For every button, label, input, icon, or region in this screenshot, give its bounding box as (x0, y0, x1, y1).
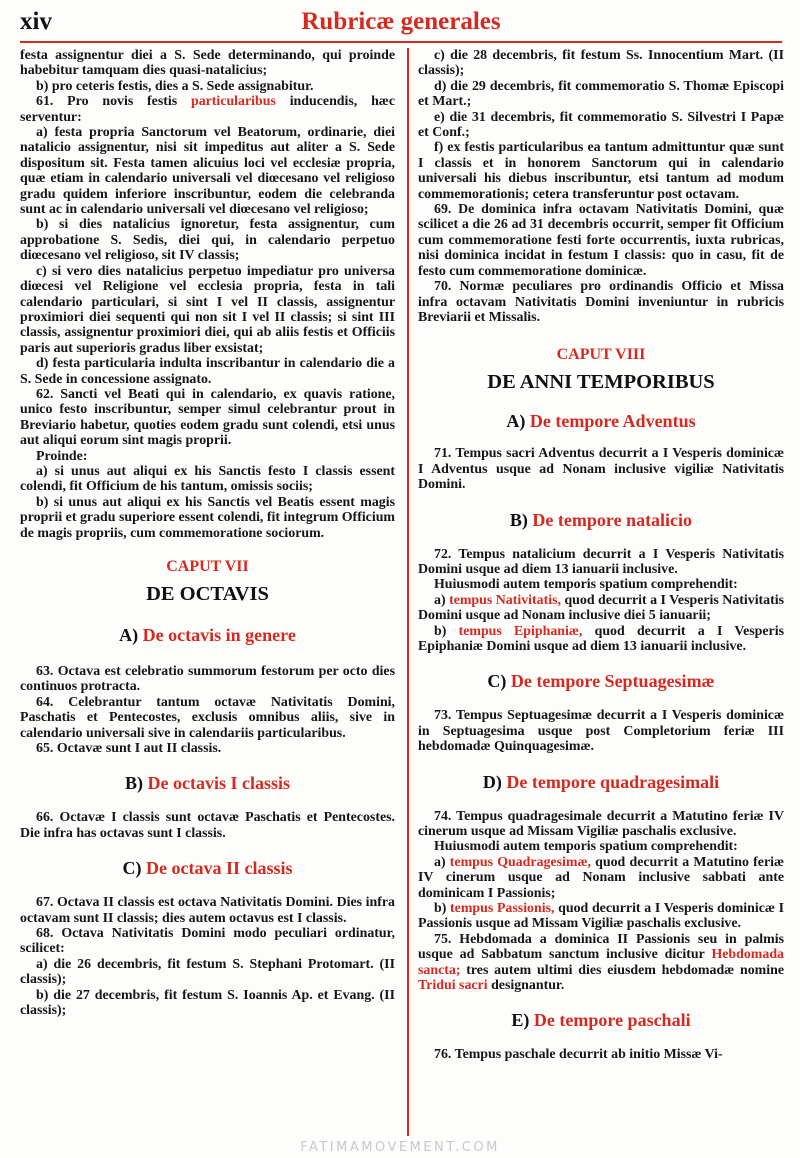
paragraph: a) die 26 decembris, fit festum S. Stephani Protomart. (II classis); (20, 956, 395, 988)
paragraph: e) die 31 decembris, fit commemoratio S. Silvestri I Papæ et Conf.; (418, 109, 784, 141)
page-header (20, 6, 782, 40)
paragraph: f) ex festis particularibus ea tantum admittuntur quæ sunt I classis et in honorem Sanctorum qui in calendario universali his diebus inscribuntur, etsi tantum ad modum commemorationis; cetera transferuntur post octavam. (418, 140, 784, 202)
paragraph: b) pro ceteris festis, dies a S. Sede assignabitur. (36, 78, 314, 94)
rubric-74: 74. Tempus quadragesimale decurrit a Matutino feriæ IV cinerum usque ad Missam Vigiliæ paschalis exclusive. (418, 808, 784, 839)
paragraph: Huiusmodi autem temporis spatium comprehendit: (434, 839, 738, 855)
chapter-title: DE OCTAVIS (146, 583, 269, 605)
header-rule (20, 41, 782, 43)
right-column (418, 48, 784, 1063)
paragraph: Huiusmodi autem temporis spatium comprehendit: (434, 577, 738, 593)
highlight: Tridui sacri (418, 978, 488, 994)
chapter-label: CAPUT VIII (556, 346, 646, 364)
rubric-76: 76. Tempus paschale decurrit ab initio Missæ Vi- (434, 1047, 723, 1063)
rubric-68: 68. Octava Nativitatis Domini modo peculiari ordinatur, scilicet: (20, 926, 395, 957)
rubric-67: 67. Octava II classis est octava Nativitatis Domini. Dies infra octavam sunt II classis; dies autem octavus est I classis. (20, 895, 395, 926)
rubric-62: 62. Sancti vel Beati qui in calendario, ex quavis ratione, unico festo inscribuntur, semper simul celebrantur prout in Breviario habetur, quoties eodem gradu sunt colendi, etsi unus aut aliqui eorum sint magis proprii. (20, 386, 395, 449)
highlight: tempus Epiphaniæ, (458, 623, 583, 639)
paragraph: b) si unus aut aliqui ex his Sanctis vel Beatis essent magis proprii et gradu superiore essent colendi, fit integrum Officium de magis propriis, cum commemoratione sociorum. (20, 494, 395, 541)
section-heading: A) De tempore Adventus (506, 411, 696, 432)
rubric-64: 64. Celebrantur tantum octavæ Nativitatis Domini, Paschatis et Pentecostes, exclusis omnibus aliis, sive in calendario universali sive in calendariis particularibus. (20, 694, 395, 741)
paragraph: Proinde: (36, 448, 88, 464)
rubric-63: 63. Octava est celebratio summorum festorum per octo dies continuos protracta. (20, 664, 395, 695)
rubric-73: 73. Tempus Septuagesimæ decurrit a I Vesperis dominicæ in Septuagesima usque post Completorium feriæ III hebdomadæ Quinquagesimæ. (418, 708, 784, 755)
paragraph: d) die 29 decembris, fit commemoratio S. Thomæ Episcopi et Mart.; (418, 78, 784, 110)
highlight: tempus Nativitatis, (449, 592, 561, 608)
highlight: particularibus (190, 94, 276, 110)
paragraph: b) die 27 decembris, fit festum S. Ioannis Ap. et Evang. (II classis); (20, 987, 395, 1019)
paragraph: b) si dies natalicius ignoretur, festa assignentur, cum approbatione S. Sedis, diei qui, in calendario perpetuo diœcesano vel religioso, sit IV classis; (20, 217, 395, 264)
paragraph: a) tempus Nativitatis, quod decurrit a I Vesperis Nativitatis Domini usque ad Nonam inclusive diei 5 ianuarii; (418, 592, 785, 624)
paragraph: a) si unus aut aliqui ex his Sanctis festo I classis essent colendi, fit Officium de his tantum, omissis sociis; (20, 463, 395, 495)
rubric-69: 69. De dominica infra octavam Nativitatis Domini, quæ scilicet a die 26 ad 31 decembris occurrit, semper fit Officium cum commemoratione festi forte occurrentis, iuxta rubricas, nisi dominica incidat in festum I classis: quo in casu, fit de festo cum commemoratione dominicæ. (418, 202, 784, 279)
section-heading: E) De tempore paschali (511, 1010, 691, 1031)
paragraph: b) tempus Passionis, quod decurrit a I Vesperis dominicæ I Passionis usque ad Missam Vigiliæ paschalis exclusive. (418, 901, 784, 932)
rubric-65: 65. Octavæ sunt I aut II classis. (36, 741, 222, 757)
left-column (20, 48, 395, 1019)
paragraph: a) festa propria Sanctorum vel Beatorum, ordinarie, diei natalicio assignentur, nisi sit impeditus aut aliter a S. Sede dispositum sit. Festa tamen alicuius loci vel ecclesiæ propria, quæ etiam in calendario universali vel diœcesano vel religioso gradu quidem inferiore inscribuntur, eodem die celebranda sunt ac in calendario universali vel diœcesano vel religioso; (20, 125, 395, 218)
page-number: xiv (20, 8, 52, 35)
rubric-66: 66. Octavæ I classis sunt octavæ Paschatis et Pentecostes. Die infra has octavas sunt I classis. (20, 810, 395, 841)
paragraph: b) tempus Epiphaniæ, quod decurrit a I Vesperis Epiphaniæ Domini usque ad diem 13 ianuarii inclusive. (418, 623, 784, 654)
section-heading: B) De tempore natalicio (509, 509, 693, 530)
column-divider (407, 48, 409, 1136)
rubric-72: 72. Tempus natalicium decurrit a I Vesperis Nativitatis Domini usque ad diem 13 ianuarii inclusive. (418, 546, 784, 577)
section-heading: D) De tempore quadragesimali (482, 771, 720, 792)
watermark: FATIMAMOVEMENT.COM (300, 1140, 500, 1155)
paragraph: c) si vero dies natalicius perpetuo impediatur pro universa diœcesi vel Religione vel ecclesia propria, festa in tali calendario particulari, si sint I vel II classis, assignentur proximiori diei sequenti qui non sit I vel II classis; si sint III classis, assignentur proximiori diei, qui ab aliis festis et Officiis paris aut superioris gradus liber exsistat; (20, 263, 395, 356)
rubric-70: 70. Normæ peculiares pro ordinandis Officio et Missa infra octavam Nativitatis Domini inveniuntur in rubricis Breviarii et Missalis. (418, 279, 784, 325)
rubric-61: 61. Pro novis festis particularibus inducendis, hæc serventur: (20, 94, 395, 125)
rubric-71: 71. Tempus sacri Adventus decurrit a I Vesperis dominicæ I Adventus usque ad Nonam inclusive vigiliæ Nativitatis Domini. (418, 446, 784, 493)
highlight: Hebdomada sancta; (418, 947, 784, 978)
section-heading: C) De tempore Septuagesimæ (487, 671, 715, 692)
rubric-75: 75. Hebdomada a dominica II Passionis seu in palmis usque ad Sabbatum sanctum inclusive dicitur Hebdomada sancta; tres autem ultimi dies eiusdem hebdomadæ nomine Tridui sacri designantur. (418, 931, 784, 994)
section-heading: C) De octava II classis (122, 858, 293, 879)
paragraph: a) tempus Quadragesimæ, quod decurrit a Matutino feriæ IV cinerum usque ad Nonam inclusive sabbati ante dominicam I Passionis; (418, 854, 784, 901)
chapter-label: CAPUT VII (166, 558, 249, 575)
highlight: tempus Passionis, (450, 901, 555, 917)
section-heading: B) De octavis I classis (125, 773, 290, 794)
highlight: tempus Quadragesimæ, (449, 854, 591, 870)
paragraph: festa assignentur diei a S. Sede determinando, qui proinde habebitur tamquam dies quasi-natalicius; (20, 48, 395, 79)
running-title: Rubricæ generales (301, 8, 501, 35)
paragraph: d) festa particularia indulta inscribantur in calendario die a S. Sede in concessione assignato. (20, 356, 395, 387)
chapter-title: DE ANNI TEMPORIBUS (487, 371, 715, 394)
paragraph: c) die 28 decembris, fit festum Ss. Innocentium Mart. (II classis); (418, 48, 784, 79)
section-heading: A) De octavis in genere (119, 625, 296, 645)
